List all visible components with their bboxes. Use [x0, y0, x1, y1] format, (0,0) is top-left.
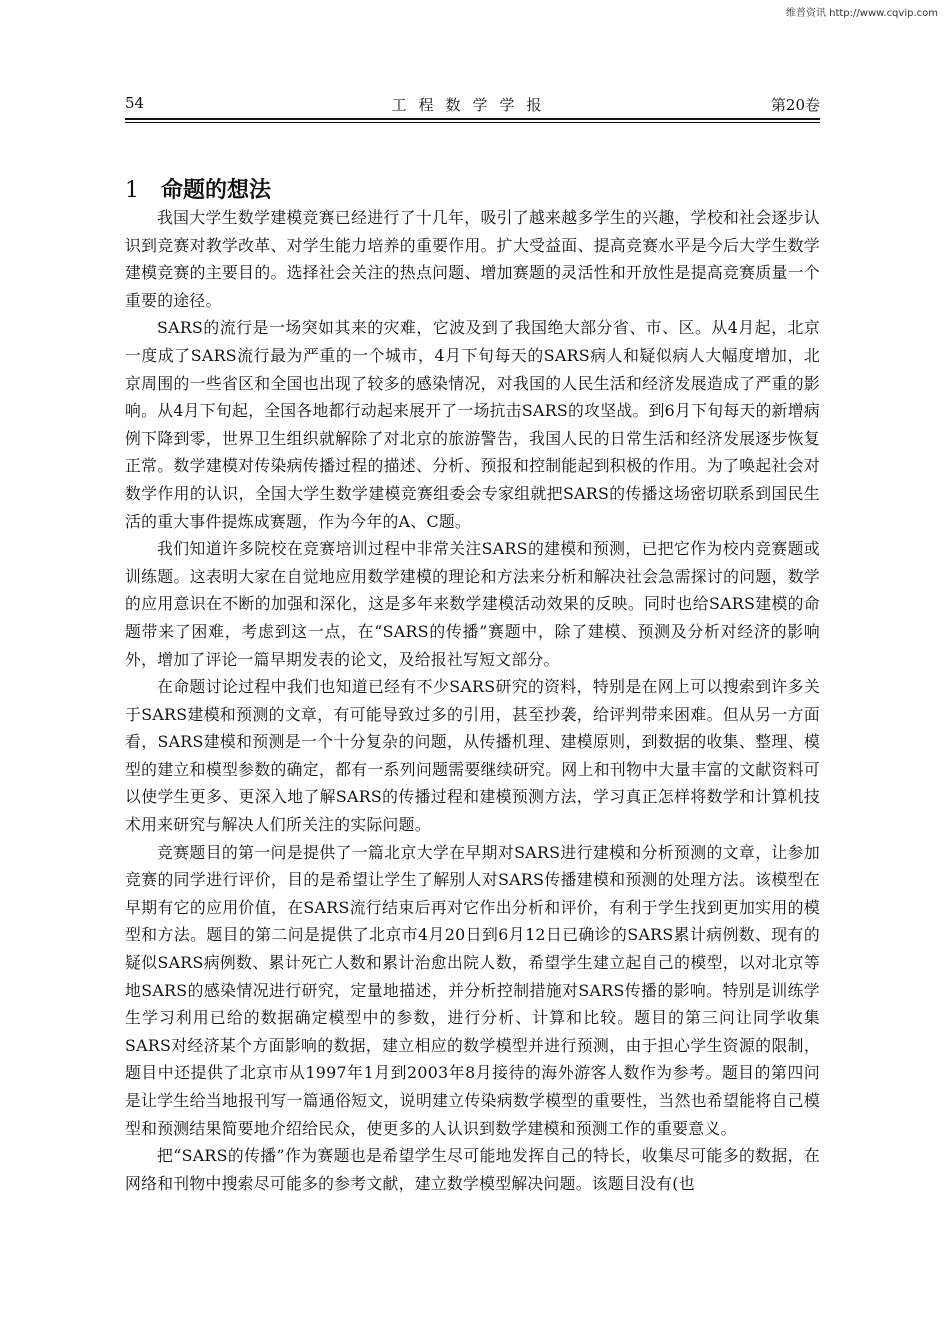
body-text — [125, 204, 820, 1197]
paragraph-5: 竞赛题目的第一问是提供了一篇北京大学在早期对SARS进行建模和分析预测的文章，让参加竞赛的同学进行评价，目的是希望让学生了解别人对SARS传播建模和预测的处理方法。该模型在早期有它的应用价值，在SARS流行结束后再对它作出分析和评价，有利于学生找到更加实用的模型和方法。题目的第二问是提供了北京市4月20日到6月12日已确诊的SARS累计病例数、现有的疑似SARS病例数、累计死亡人数和累计治愈出院人数，希望学生建立起自己的模型，以对北京等地SARS的感染情况进行研究，定量地描述，并分析控制措施对SARS传播的影响。特别是训练学生学习利用已给的数据确定模型中的参数，进行分析、计算和比较。题目的第三问让同学收集SARS对经济某个方面影响的数据，建立相应的数学模型并进行预测，由于担心学生资源的限制，题目中还提供了北京市从1997年1月到2003年8月接待的海外游客人数作为参考。题目的第四问是让学生给当地报刊写一篇通俗短文，说明建立传染病数学模型的重要性，当然也希望能将自己模型和预测结果简要地介绍给民众，使更多的人认识到数学建模和预测工作的重要意义。 — [125, 842, 820, 1138]
section-title: 命题的想法 — [161, 178, 272, 203]
journal-title: 工程数学学报 — [391, 96, 554, 114]
header-rule-thin — [125, 122, 820, 123]
page-number: 54 — [125, 94, 145, 112]
section-heading — [125, 173, 271, 204]
running-header — [125, 92, 820, 118]
header-rule-thick — [125, 118, 820, 120]
paragraph-4: 在命题讨论过程中我们也知道已经有不少SARS研究的资料，特别是在网上可以搜索到许多关于SARS建模和预测的文章，有可能导致过多的引用，甚至抄袭，给评判带来困难。但从另一方面看，SARS建模和预测是一个十分复杂的问题，从传播机理、建模原则，到数据的收集、整理、模型的建立和模型参数的确定，都有一系列问题需要继续研究。网上和刊物中大量丰富的文献资料可以使学生更多、更深入地了解SARS的传播过程和建模预测方法，学习真正怎样将数学和计算机技术用来研究与解决人们所关注的实际问题。 — [125, 677, 820, 835]
paragraph-3: 我们知道许多院校在竞赛培训过程中非常关注SARS的建模和预测，已把它作为校内竞赛题或训练题。这表明大家在自觉地应用数学建模的理论和方法来分析和解决社会急需探讨的问题，数学的应用意识在不断的加强和深化，这是多年来数学建模活动效果的反映。同时也给SARS建模的命题带来了困难，考虑到这一点，在“SARS的传播”赛题中，除了建模、预测及分析对经济的影响外，增加了评论一篇早期发表的论文，及给报社写短文部分。 — [125, 539, 820, 669]
watermark: 维普资讯 http://www.cqvip.com — [785, 8, 938, 19]
volume-label: 第20卷 — [770, 96, 820, 114]
section-number: 1 — [125, 178, 139, 203]
paragraph-2: SARS的流行是一场突如其来的灾难，它波及到了我国绝大部分省、市、区。从4月起，北京一度成了SARS流行最为严重的一个城市，4月下旬每天的SARS病人和疑似病人大幅度增加，北京周围的一些省区和全国也出现了较多的感染情况，对我国的人民生活和经济发展造成了严重的影响。从4月下旬起，全国各地都行动起来展开了一场抗击SARS的攻坚战。到6月下旬每天的新增病例下降到零，世界卫生组织就解除了对北京的旅游警告，我国人民的日常生活和经济发展逐步恢复正常。数学建模对传染病传播过程的描述、分析、预报和控制能起到积极的作用。为了唤起社会对数学作用的认识，全国大学生数学建模竞赛组委会专家组就把SARS的传播这场密切联系到国民生活的重大事件提炼成赛题，作为今年的A、C题。 — [125, 318, 820, 531]
paragraph-1: 我国大学生数学建模竞赛已经进行了十几年，吸引了越来越多学生的兴趣，学校和社会逐步认识到竞赛对教学改革、对学生能力培养的重要作用。扩大受益面、提高竞赛水平是今后大学生数学建模竞赛的主要目的。选择社会关注的热点问题、增加赛题的灵活性和开放性是提高竞赛质量一个重要的途径。 — [125, 208, 820, 310]
paragraph-6: 把“SARS的传播”作为赛题也是希望学生尽可能地发挥自己的特长，收集尽可能多的数据，在网络和刊物中搜索尽可能多的参考文献，建立数学模型解决问题。该题目没有(也 — [125, 1146, 820, 1193]
